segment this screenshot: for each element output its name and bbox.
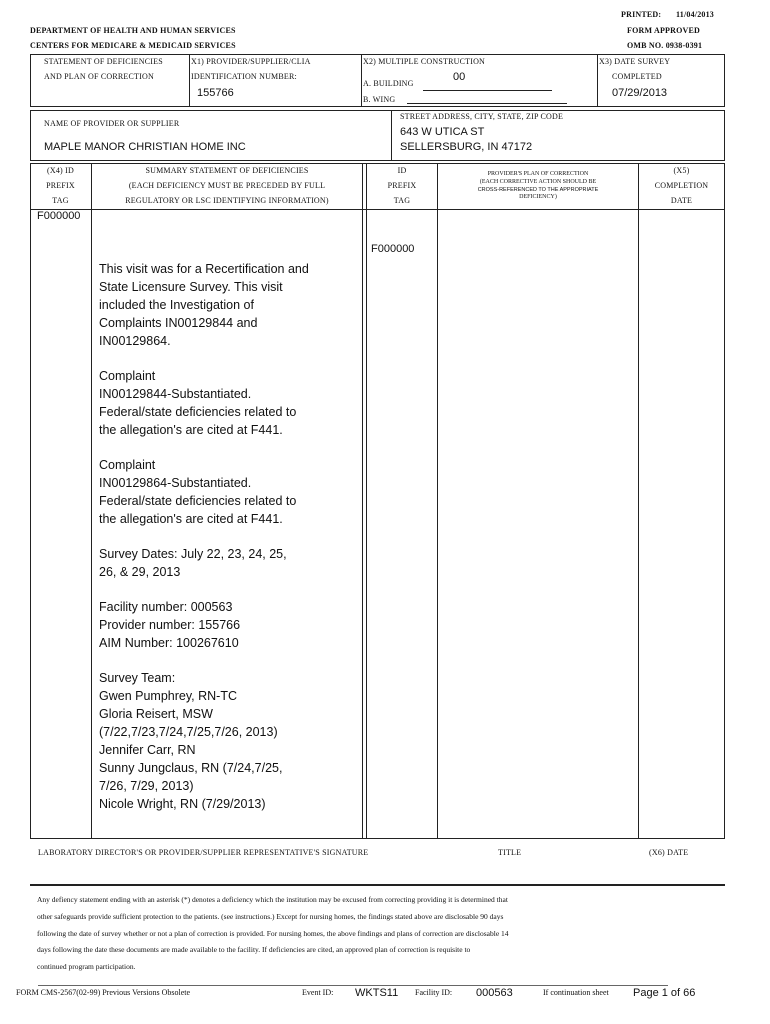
summary-paragraph: Survey Dates: July 22, 23, 24, 25, 26, & 29, 2013 xyxy=(99,547,287,579)
x5-header-3: DATE xyxy=(670,196,693,205)
address-line-2: SELLERSBURG, IN 47172 xyxy=(400,141,533,153)
centers-heading: CENTERS FOR MEDICARE & MEDICAID SERVICES xyxy=(30,41,236,50)
plan-header-2: (EACH CORRECTIVE ACTION SHOULD BE xyxy=(479,179,597,185)
continuation-label: If continuation sheet xyxy=(543,988,609,997)
date-label: (X6) DATE xyxy=(649,848,689,857)
id-header-2: PREFIX xyxy=(387,181,417,190)
x4-header-3: TAG xyxy=(52,196,69,205)
address-label: STREET ADDRESS, CITY, STATE, ZIP CODE xyxy=(400,112,564,121)
summary-header-3: REGULATORY OR LSC IDENTIFYING INFORMATION) xyxy=(125,196,329,205)
summary-paragraph: Complaint IN00129864-Substantiated. Federal/state deficiencies related to the allegation's are cited at F441. xyxy=(99,458,297,526)
notice-line: Any defiency statement ending with an asterisk (*) denotes a deficiency which the institution may be excused from correcting providing it is determined that xyxy=(37,895,508,904)
wing-label: B. WING xyxy=(363,95,396,104)
building-label: A. BUILDING xyxy=(363,79,414,88)
plan-header-4: DEFICIENCY) xyxy=(519,194,557,200)
printed-date: 11/04/2013 xyxy=(676,10,715,19)
signature-label: LABORATORY DIRECTOR'S OR PROVIDER/SUPPLIER REPRESENTATIVE'S SIGNATURE xyxy=(38,848,369,857)
x1-label-2: IDENTIFICATION NUMBER: xyxy=(191,72,297,81)
survey-date: 07/29/2013 xyxy=(612,87,668,99)
notice-line: continued program participation. xyxy=(37,962,136,972)
deficiency-summary xyxy=(99,260,361,830)
deficiency-notice xyxy=(37,892,597,976)
title-label: TITLE xyxy=(498,848,522,857)
address-line-1: 643 W UTICA ST xyxy=(400,126,485,138)
x1-label-1: X1) PROVIDER/SUPPLIER/CLIA xyxy=(191,57,311,66)
notice-line: days following the date these documents are made available to the facility. If deficiencies are cited, an approved plan of correction is requisite to xyxy=(37,945,471,955)
notice-line: other safeguards provide sufficient protection to the patients. (see instructions.) Except for nursing homes, the findings stated above are disclosable 90 days xyxy=(37,911,504,921)
statement-label-2: AND PLAN OF CORRECTION xyxy=(44,72,154,81)
x5-header-1: (X5) xyxy=(673,166,690,175)
printed-label: PRINTED: xyxy=(621,10,662,19)
x2-label: X2) MULTIPLE CONSTRUCTION xyxy=(363,57,486,66)
summary-paragraph: Facility number: 000563 Provider number: 155766 AIM Number: 100267610 xyxy=(99,600,241,650)
omb-number: OMB NO. 0938-0391 xyxy=(627,41,703,50)
summary-paragraph: Complaint IN00129844-Substantiated. Federal/state deficiencies related to the allegation's are cited at F441. xyxy=(99,369,297,437)
provider-name: MAPLE MANOR CHRISTIAN HOME INC xyxy=(44,141,246,153)
event-id: WKTS11 xyxy=(355,987,399,999)
summary-header-1: SUMMARY STATEMENT OF DEFICIENCIES xyxy=(145,166,309,175)
facility-id-label: Facility ID: xyxy=(415,988,453,997)
plan-header-3: CROSS-REFERENCED TO THE APPROPRIATE xyxy=(477,187,599,193)
page-number: Page 1 of 66 xyxy=(633,987,696,999)
x3-label-1: X3) DATE SURVEY xyxy=(599,57,671,66)
event-id-label: Event ID: xyxy=(302,988,334,997)
facility-id: 000563 xyxy=(476,987,513,999)
building-value: 00 xyxy=(453,71,466,83)
department-heading: DEPARTMENT OF HEALTH AND HUMAN SERVICES xyxy=(30,26,236,35)
right-prefix-tag: F000000 xyxy=(371,243,415,255)
left-prefix-tag: F000000 xyxy=(37,210,81,222)
statement-label-1: STATEMENT OF DEFICIENCIES xyxy=(44,57,163,66)
summary-paragraph: Survey Team: Gwen Pumphrey, RN-TC Gloria Reisert, MSW (7/22,7/23,7/24,7/25,7/26, 2013) Jennifer Carr, RN Sunny Jungclaus, RN (7/24,7/25, 7/26, 7/29, 2013) Nicole Wright, RN (7/29/2013) xyxy=(99,671,283,811)
x4-header-1: (X4) ID xyxy=(47,166,74,175)
form-approved: FORM APPROVED xyxy=(627,26,701,35)
x4-header-2: PREFIX xyxy=(46,181,75,190)
notice-line: following the date of survey whether or not a plan of correction is provided. For nursing homes, the above findings and plans of correction are disclosable 14 xyxy=(37,928,509,938)
plan-header-1: PROVIDER'S PLAN OF CORRECTION xyxy=(487,171,589,177)
x3-label-2: COMPLETED xyxy=(612,72,662,81)
provider-number: 155766 xyxy=(197,87,234,99)
id-header-1: ID xyxy=(397,166,407,175)
summary-paragraph: This visit was for a Recertification and State Licensure Survey. This visit included the Investigation of Complaints IN00129844 and IN00129864. xyxy=(99,262,309,348)
x5-header-2: COMPLETION xyxy=(654,181,709,190)
form-number: FORM CMS-2567(02-99) Previous Versions Obsolete xyxy=(16,988,191,997)
provider-name-label: NAME OF PROVIDER OR SUPPLIER xyxy=(44,119,180,128)
id-header-3: TAG xyxy=(393,196,411,205)
summary-header-2: (EACH DEFICIENCY MUST BE PRECEDED BY FULL xyxy=(128,181,326,190)
